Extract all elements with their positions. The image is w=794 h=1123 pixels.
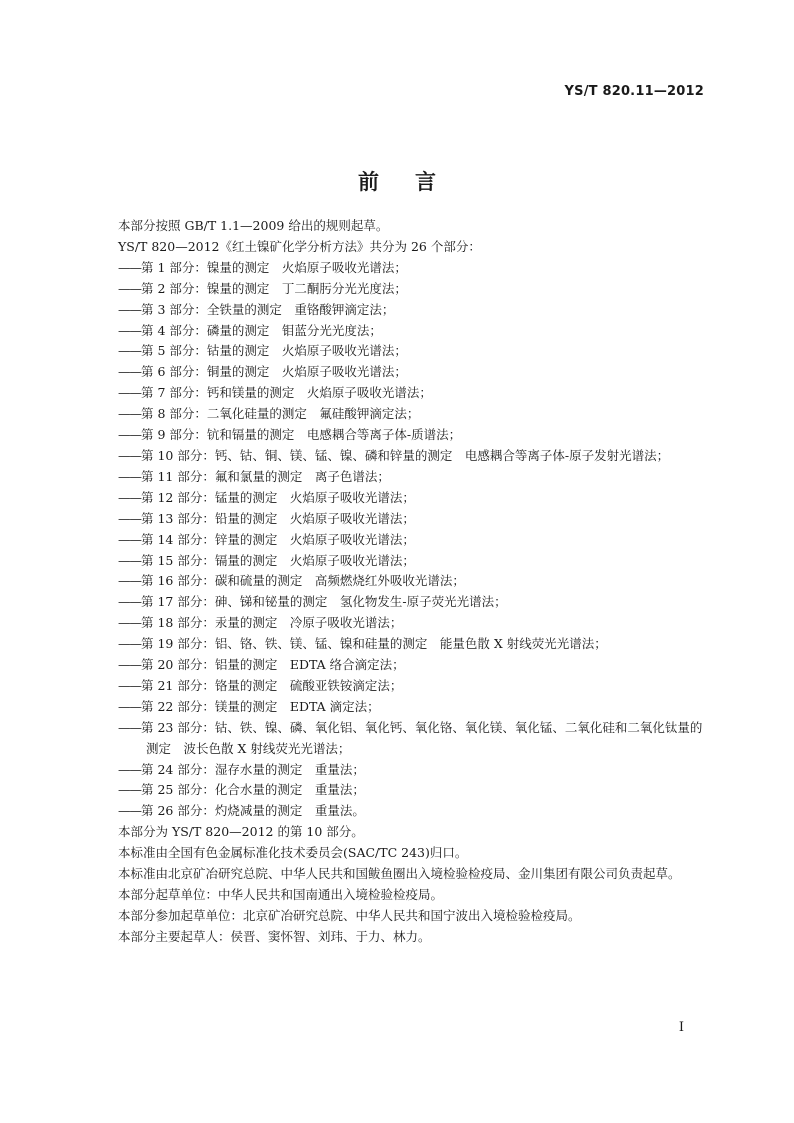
closing-paragraph: 本部分参加起草单位：北京矿冶研究总院、中华人民共和国宁波出入境检验检疫局。 — [118, 907, 581, 923]
list-item: ——第 15 部分：镉量的测定 火焰原子吸收光谱法； — [118, 552, 415, 568]
list-item: ——第 6 部分：铜量的测定 火焰原子吸收光谱法； — [118, 364, 407, 380]
list-item: ——第 4 部分：磷量的测定 钼蓝分光光度法； — [118, 322, 382, 338]
closing-paragraph: 本部分为 YS/T 820—2012 的第 10 部分。 — [118, 824, 364, 840]
list-item: ——第 2 部分：镍量的测定 丁二酮肟分光光度法； — [118, 280, 407, 296]
page-title: 前言 — [358, 170, 472, 195]
list-item: ——第 25 部分：化合水量的测定 重量法； — [118, 782, 365, 798]
list-item: ——第 18 部分：汞量的测定 冷原子吸收光谱法； — [118, 615, 403, 631]
list-item: ——第 21 部分：铬量的测定 硫酸亚铁铵滴定法； — [118, 677, 403, 693]
list-item: ——第 20 部分：铝量的测定 EDTA 络合滴定法； — [118, 657, 405, 673]
list-item: ——第 19 部分：铝、铬、铁、镁、锰、镍和硅量的测定 能量色散 X 射线荧光光谱法； — [118, 636, 607, 652]
closing-paragraph: 本标准由全国有色金属标准化技术委员会(SAC/TC 243)归口。 — [118, 845, 468, 861]
list-item: ——第 13 部分：铅量的测定 火焰原子吸收光谱法； — [118, 510, 415, 526]
list-item: ——第 16 部分：碳和硫量的测定 高频燃烧红外吸收光谱法； — [118, 573, 465, 589]
list-item: ——第 26 部分：灼烧减量的测定 重量法。 — [118, 803, 365, 819]
closing-paragraph: 本部分起草单位：中华人民共和国南通出入境检验检疫局。 — [118, 887, 444, 902]
list-item: ——第 10 部分：钙、钴、铜、镁、锰、镍、磷和锌量的测定 电感耦合等离子体-原子发射光谱法； — [118, 447, 670, 463]
list-item: ——第 8 部分：二氧化硅量的测定 氟硅酸钾滴定法； — [118, 406, 420, 422]
list-item: ——第 23 部分：钴、铁、镍、磷、氧化铝、氧化钙、氧化铬、氧化镁、氧化锰、二氧化硅和二氧化钛量的测定 波长色散 X 射线荧光光谱法； — [118, 719, 703, 756]
closing-paragraph: 本标准由北京矿冶研究总院、中华人民共和国鲅鱼圈出入境检验检疫局、金川集团有限公司负责起草。 — [118, 866, 681, 882]
list-item: ——第 14 部分：锌量的测定 火焰原子吸收光谱法； — [118, 531, 415, 547]
document-code: YS/T 820.11—2012 — [564, 84, 704, 99]
document-body — [90, 216, 706, 948]
list-item: ——第 17 部分：砷、锑和铋量的测定 氢化物发生-原子荧光光谱法； — [118, 594, 507, 610]
intro-paragraph: 本部分按照 GB/T 1.1—2009 给出的规则起草。 — [118, 218, 389, 233]
list-item: ——第 11 部分：氟和氯量的测定 离子色谱法； — [118, 468, 390, 484]
list-item: ——第 22 部分：镁量的测定 EDTA 滴定法； — [118, 698, 380, 714]
list-item: ——第 3 部分：全铁量的测定 重铬酸钾滴定法； — [118, 301, 395, 317]
list-item: ——第 24 部分：湿存水量的测定 重量法； — [118, 761, 365, 777]
intro-paragraph: YS/T 820—2012《红土镍矿化学分析方法》共分为 26 个部分： — [118, 238, 481, 254]
list-item: ——第 12 部分：锰量的测定 火焰原子吸收光谱法； — [118, 489, 415, 505]
page-number: I — [678, 1020, 684, 1035]
closing-paragraph: 本部分主要起草人：侯晋、窦怀智、刘玮、于力、林力。 — [118, 928, 431, 944]
list-item: ——第 7 部分：钙和镁量的测定 火焰原子吸收光谱法； — [118, 385, 432, 401]
list-item: ——第 5 部分：钴量的测定 火焰原子吸收光谱法； — [118, 343, 407, 359]
list-item: ——第 9 部分：钪和镉量的测定 电感耦合等离子体-质谱法； — [118, 427, 462, 443]
list-item: ——第 1 部分：镍量的测定 火焰原子吸收光谱法； — [118, 259, 407, 275]
